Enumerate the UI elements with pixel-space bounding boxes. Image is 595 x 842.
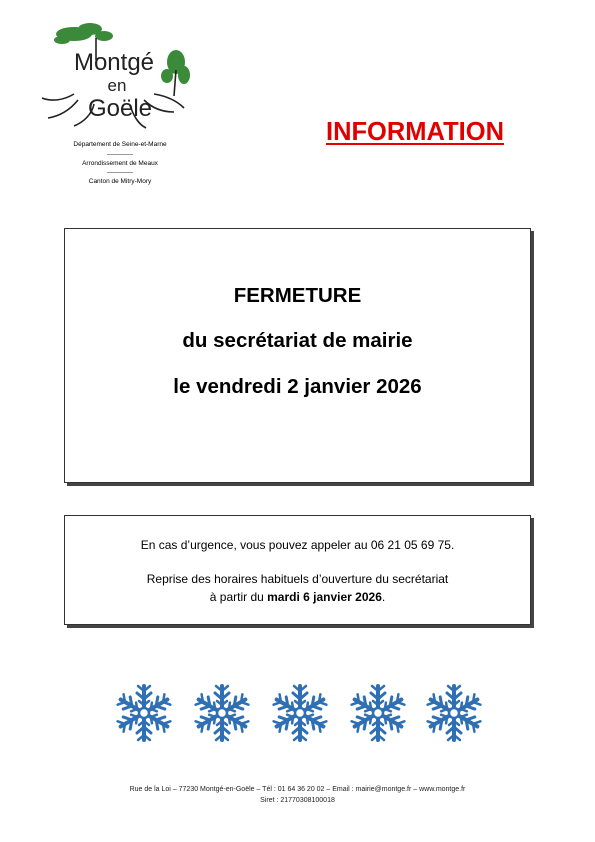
- divider: [107, 154, 133, 155]
- resume-date: mardi 6 janvier 2026: [267, 590, 382, 604]
- logo-text-montge: Montgé: [73, 49, 155, 76]
- closure-date: le vendredi 2 janvier 2026: [173, 375, 422, 398]
- closure-subject: du secrétariat de mairie: [182, 329, 413, 352]
- footer-address: Rue de la Loi – 77230 Montgé-en-Goële – Tél : 01 64 36 20 02 – Email : mairie@montge.fr – www.montge.fr: [129, 786, 466, 793]
- footer-siret: Siret : 21770308100018: [260, 797, 335, 804]
- canton-label: Canton de Mitry-Mory: [88, 178, 152, 185]
- resume-text-line1: Reprise des horaires habituels d’ouverture du secrétariat: [146, 572, 449, 586]
- snowflake-icon: [192, 682, 252, 744]
- snowflake-icon: [424, 682, 484, 744]
- departement-label: Département de Seine-et-Marne: [73, 141, 167, 148]
- resume-suffix: .: [381, 590, 386, 604]
- administrative-info: [40, 142, 200, 186]
- urgency-text: En cas d’urgence, vous pouvez appeler au 06 21 05 69 75.: [140, 538, 455, 552]
- closure-title: FERMETURE: [233, 284, 362, 307]
- divider: [107, 172, 133, 173]
- arrondissement-label: Arrondissement de Meaux: [82, 159, 158, 167]
- info-notice-box: [64, 515, 531, 625]
- logo-text-en: en: [107, 76, 127, 95]
- logo-text-goele: Goële: [87, 95, 153, 122]
- town-logo: [34, 20, 194, 132]
- snowflake-icon: [114, 682, 174, 744]
- snowflake-row: [104, 682, 494, 748]
- snowflake-icon: [270, 682, 330, 744]
- closure-notice-box: [64, 228, 531, 483]
- snowflake-icon: [348, 682, 408, 744]
- headline: INFORMATION: [325, 118, 504, 146]
- resume-text-line2: [65, 590, 530, 604]
- resume-prefix: à partir du: [209, 590, 268, 604]
